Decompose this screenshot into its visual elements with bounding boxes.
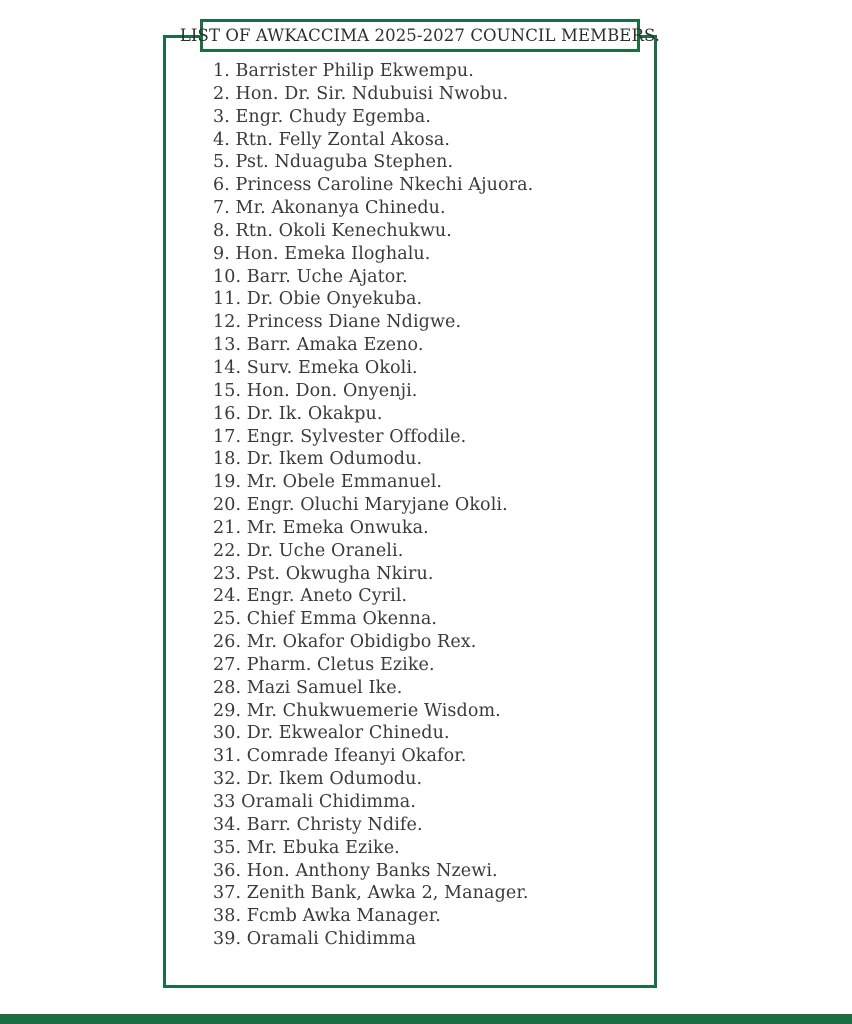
- member-list-item: 9. Hon. Emeka Iloghalu.: [213, 243, 431, 264]
- member-list-item: 12. Princess Diane Ndigwe.: [213, 312, 462, 333]
- member-list-item: 37. Zenith Bank, Awka 2, Manager.: [213, 883, 529, 904]
- member-list-item: 33 Oramali Chidimma.: [213, 792, 417, 812]
- member-list-item: 28. Mazi Samuel Ike.: [213, 677, 403, 698]
- member-list-item: 24. Engr. Aneto Cyril.: [213, 586, 408, 607]
- member-list-item: 38. Fcmb Awka Manager.: [213, 906, 441, 927]
- member-list-item: 30. Dr. Ekwealor Chinedu.: [213, 723, 450, 744]
- member-list-item: 26. Mr. Okafor Obidigbo Rex.: [213, 632, 477, 653]
- page-title: LIST OF AWKACCIMA 2025-2027 COUNCIL MEMBERS.: [179, 26, 661, 45]
- member-list-item: 39. Oramali Chidimma: [213, 929, 417, 950]
- member-list-item: 19. Mr. Obele Emmanuel.: [213, 472, 443, 493]
- member-list-item: 7. Mr. Akonanya Chinedu.: [213, 198, 446, 219]
- member-list-item: 17. Engr. Sylvester Offodile.: [213, 426, 467, 447]
- member-list-item: 14. Surv. Emeka Okoli.: [213, 357, 418, 378]
- member-list-item: 3. Engr. Chudy Egemba.: [213, 106, 431, 127]
- member-list-item: 29. Mr. Chukwuemerie Wisdom.: [213, 700, 501, 721]
- member-list-item: 22. Dr. Uche Oraneli.: [213, 540, 404, 561]
- member-list-item: 36. Hon. Anthony Banks Nzewi.: [213, 860, 498, 881]
- member-list-item: 20. Engr. Oluchi Maryjane Okoli.: [213, 495, 508, 516]
- member-list-item: 23. Pst. Okwugha Nkiru.: [213, 563, 434, 584]
- member-list-item: 4. Rtn. Felly Zontal Akosa.: [213, 129, 451, 150]
- member-list-item: 25. Chief Emma Okenna.: [213, 609, 438, 630]
- members-list: [213, 60, 643, 951]
- member-list-item: 35. Mr. Ebuka Ezike.: [213, 837, 400, 858]
- member-list-item: 10. Barr. Uche Ajator.: [213, 266, 408, 287]
- member-list-item: 31. Comrade Ifeanyi Okafor.: [213, 746, 467, 767]
- member-list-item: 1. Barrister Philip Ekwempu.: [213, 61, 474, 81]
- footer-green-bar: [0, 1014, 852, 1024]
- member-list-item: 5. Pst. Nduaguba Stephen.: [213, 152, 454, 173]
- member-list-item: 15. Hon. Don. Onyenji.: [213, 380, 418, 401]
- member-list-item: 11. Dr. Obie Onyekuba.: [213, 289, 423, 310]
- member-list-item: 8. Rtn. Okoli Kenechukwu.: [213, 220, 452, 241]
- member-list-item: 34. Barr. Christy Ndife.: [213, 814, 423, 835]
- member-list-item: 21. Mr. Emeka Onwuka.: [213, 517, 429, 538]
- member-list-item: 18. Dr. Ikem Odumodu.: [213, 449, 423, 470]
- member-list-item: 16. Dr. Ik. Okakpu.: [213, 403, 383, 424]
- member-list-item: 6. Princess Caroline Nkechi Ajuora.: [213, 175, 534, 196]
- title-banner: [179, 19, 661, 52]
- member-list-item: 27. Pharm. Cletus Ezike.: [213, 654, 435, 675]
- member-list-item: 13. Barr. Amaka Ezeno.: [213, 335, 424, 356]
- member-list-item: 32. Dr. Ikem Odumodu.: [213, 769, 423, 790]
- member-list-item: 2. Hon. Dr. Sir. Ndubuisi Nwobu.: [213, 83, 509, 104]
